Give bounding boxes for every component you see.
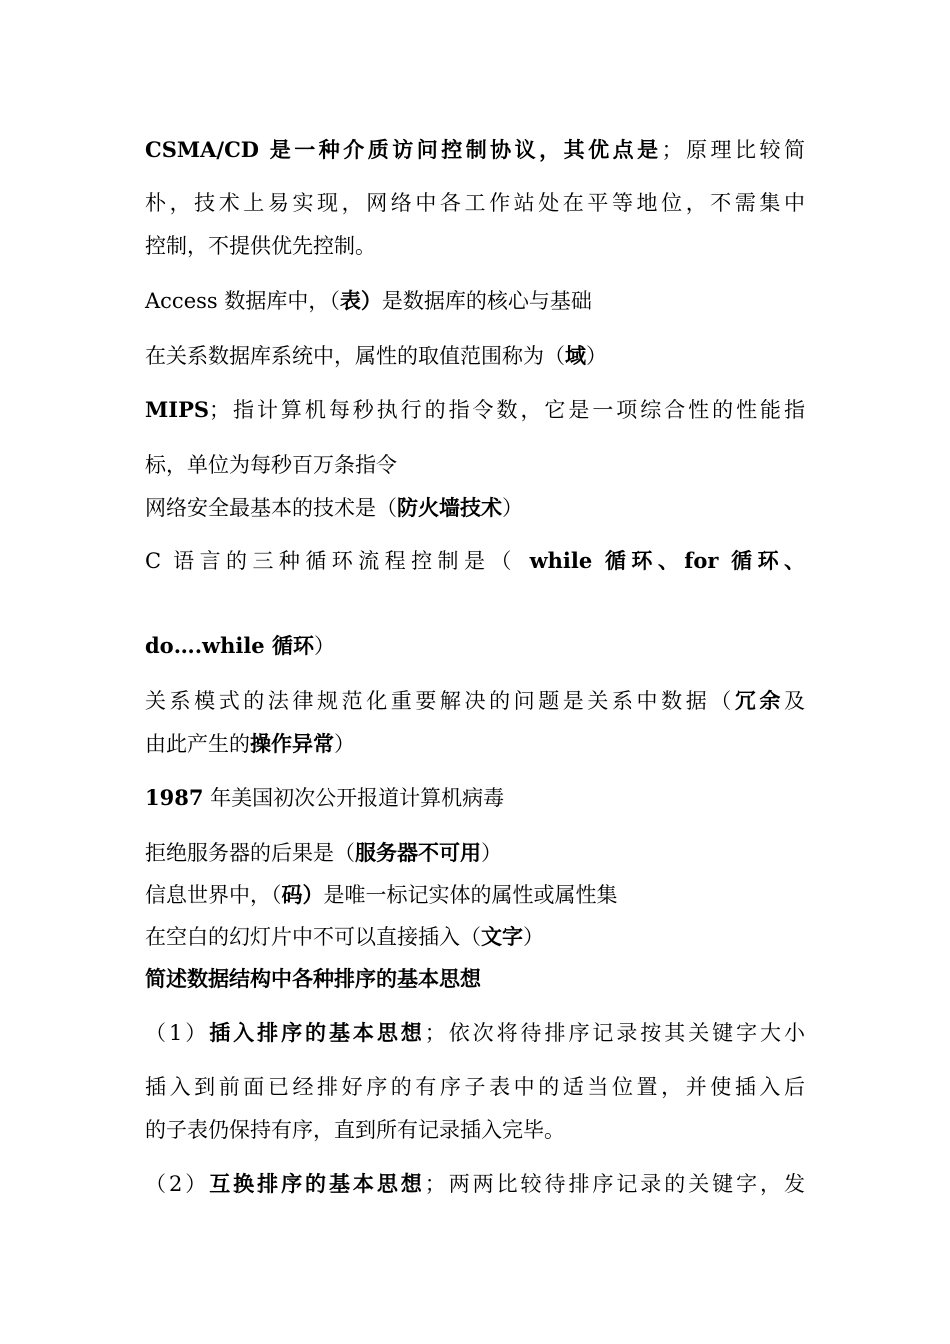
list-number: （1） (145, 1021, 210, 1045)
body-text: ） (481, 841, 502, 865)
body-text: 标，单位为每秒百万条指令 (145, 453, 397, 477)
paragraph-csma-cd-end (145, 233, 376, 259)
section-heading-sorting: 简述数据结构中各种排序的基本思想 (145, 966, 481, 991)
body-text: 年美国初次公开报道计算机病毒 (203, 786, 505, 810)
body-text: ；原理比较简 (661, 138, 806, 162)
body-text: 信息世界中，（ (145, 883, 282, 907)
paragraph-access (145, 288, 592, 314)
body-text: 在空白的幻灯片中不可以直接插入（ (145, 925, 481, 949)
body-text: 在关系数据库系统中，属性的取值范围称为（ (145, 344, 565, 368)
body-text: ） (334, 732, 355, 756)
paragraph-c-loops (145, 548, 805, 574)
body-text: ） (502, 496, 523, 520)
body-text: 控制，不提供优先控制。 (145, 234, 376, 258)
paragraph-normalization (145, 688, 805, 714)
paragraph-c-loops-cont (145, 633, 335, 659)
answer-text: 操作异常 (250, 731, 334, 756)
paragraph-insertion-sort-cont (145, 1074, 805, 1100)
bold-term: 插入排序的基本思想 (209, 1020, 425, 1045)
answer-text: 表） (339, 288, 382, 313)
bold-term: CSMA/CD 是一种介质访问控制协议，其优点是 (145, 137, 662, 162)
paragraph-slide (145, 924, 544, 950)
bold-term: 1987 (145, 785, 204, 810)
body-text: 的子表仍保持有序，直到所有记录插入完毕。 (145, 1118, 565, 1142)
body-text: 拒绝服务器的后果是（ (145, 841, 355, 865)
body-text: 关系模式的法律规范化重要解决的问题是关系中数据（ (145, 689, 735, 713)
paragraph-mips (145, 397, 805, 423)
answer-text: 服务器不可用 (355, 840, 481, 865)
body-text: 及 (784, 689, 806, 713)
list-number: （2） (145, 1172, 210, 1196)
paragraph-csma-cd (145, 137, 805, 163)
body-text: 插入到前面已经排好序的有序子表中的适当位置，并使插入后 (145, 1075, 805, 1099)
paragraph-mips-cont (145, 452, 397, 478)
body-text: 网络安全最基本的技术是（ (145, 496, 397, 520)
paragraph-key (145, 882, 618, 908)
body-text: ） (313, 634, 335, 658)
answer-text: do….while 循环 (145, 633, 314, 658)
answer-text: 防火墙技术 (397, 495, 502, 520)
body-text: ） (523, 925, 544, 949)
body-text: ） (586, 344, 607, 368)
body-text: Access 数据库中，（ (145, 289, 340, 313)
body-text: 由此产生的 (145, 732, 250, 756)
bold-term: 互换排序的基本思想 (209, 1171, 425, 1196)
answer-text: 文字 (481, 924, 523, 949)
body-text: C 语言的三种循环流程控制是（ (145, 549, 517, 573)
paragraph-exchange-sort (145, 1171, 805, 1197)
paragraph-insertion-sort (145, 1020, 805, 1046)
paragraph-virus (145, 785, 504, 811)
paragraph-firewall (145, 495, 523, 521)
paragraph-dos (145, 840, 502, 866)
body-text: 是数据库的核心与基础 (381, 289, 592, 313)
answer-text: while 循环、for 循环、 (516, 548, 805, 573)
body-text: 朴，技术上易实现，网络中各工作站处在平等地位，不需集中 (145, 191, 805, 215)
answer-text: 冗余 (734, 688, 785, 713)
body-text: ；依次将待排序记录按其关键字大小 (424, 1021, 806, 1045)
bold-term: MIPS (145, 397, 210, 422)
paragraph-insertion-sort-end (145, 1117, 565, 1143)
paragraph-normalization-cont (145, 731, 355, 757)
paragraph-domain (145, 343, 607, 369)
answer-text: 码） (281, 882, 324, 907)
body-text: ；指计算机每秒执行的指令数，它是一项综合性的性能指 (209, 398, 805, 422)
paragraph-csma-cd-cont (145, 190, 805, 216)
body-text: ；两两比较待排序记录的关键字，发 (424, 1172, 806, 1196)
body-text: 是唯一标记实体的属性或属性集 (323, 883, 618, 907)
answer-text: 域 (565, 343, 586, 368)
